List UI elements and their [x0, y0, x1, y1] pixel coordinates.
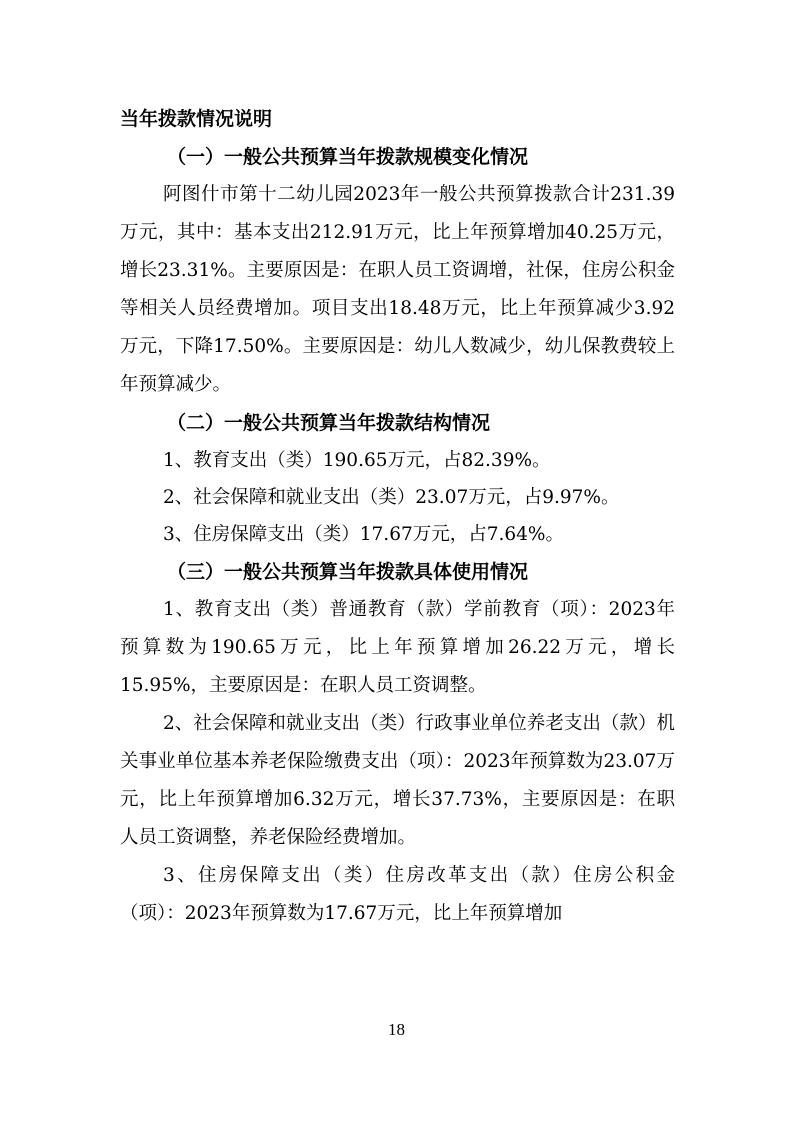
structure-item-social-security: 2、社会保障和就业支出（类）23.07万元，占9.97%。: [163, 487, 620, 508]
section-heading-3: （三）一般公共预算当年拨款具体使用情况: [167, 561, 529, 583]
page-title: 当年拨款情况说明: [120, 108, 273, 130]
usage-item-housing: 3、住房保障支出（类）住房改革支出（款）住房公积金（项）：2023年预算数为17.67万元，比上年预算增加: [120, 865, 675, 924]
usage-item-social-security: 2、社会保障和就业支出（类）行政事业单位养老支出（款）机关事业单位基本养老保险缴费支出（项）：2023年预算数为23.07万元，比上年预算增加6.32万元，增长37.73%，主要原因是：在职人员工资调整，养老保险经费增加。: [120, 713, 675, 848]
section-heading-1: （一）一般公共预算当年拨款规模变化情况: [167, 146, 529, 168]
structure-item-housing: 3、住房保障支出（类）17.67万元，占7.64%。: [163, 524, 565, 545]
page-number: 18: [388, 1020, 405, 1039]
document-body: [120, 100, 675, 933]
usage-item-education: 1、教育支出（类）普通教育（款）学前教育（项）：2023年预算数为190.65万元，比上年预算增加26.22万元，增长15.95%，主要原因是：在职人员工资调整。: [120, 599, 675, 696]
section-heading-2: （二）一般公共预算当年拨款结构情况: [167, 412, 491, 434]
structure-item-education: 1、教育支出（类）190.65万元，占82.39%。: [163, 450, 551, 471]
section-1-paragraph: 阿图什市第十二幼儿园2023年一般公共预算拨款合计231.39万元，其中：基本支出212.91万元，比上年预算增加40.25万元，增长23.31%。主要原因是：在职人员工资调增，社保，住房公积金等相关人员经费增加。项目支出18.48万元，比上年预算减少3.92万元，下降17.50%。主要原因是：幼儿人数减少，幼儿保教费较上年预算减少。: [120, 184, 675, 395]
